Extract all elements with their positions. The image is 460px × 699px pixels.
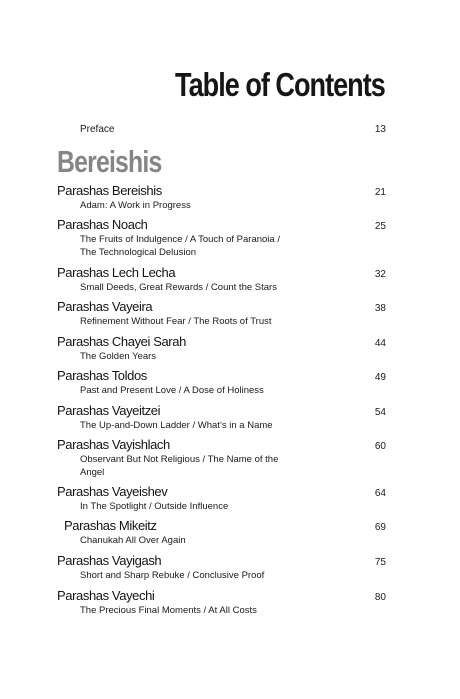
entry-page-number: 80 xyxy=(374,592,386,603)
entry-page-number: 25 xyxy=(374,221,386,232)
entry-title: Parashas Mikeitz xyxy=(64,518,157,533)
entry-chapters: The Fruits of Indulgence / A Touch of Paranoia / The Technological Delusion xyxy=(80,234,280,258)
entry-chapters: Past and Present Love / A Dose of Holiness xyxy=(80,385,264,396)
entry-title: Parashas Vayechi xyxy=(57,588,155,603)
entry-chapters: Refinement Without Fear / The Roots of Trust xyxy=(80,316,272,327)
toc-entry[interactable] xyxy=(57,518,386,547)
entry-chapters: Chanukah All Over Again xyxy=(80,535,186,546)
entry-chapters: The Golden Years xyxy=(80,351,157,362)
entry-page-number: 75 xyxy=(374,557,386,568)
entry-chapters: Short and Sharp Rebuke / Conclusive Proof xyxy=(80,570,265,581)
entry-page-number: 54 xyxy=(374,407,386,418)
entry-title: Parashas Noach xyxy=(57,217,148,232)
entry-page-number: 60 xyxy=(374,441,386,452)
toc-entry[interactable] xyxy=(57,484,386,513)
toc-entry[interactable] xyxy=(57,217,386,259)
entry-title: Parashas Vayigash xyxy=(57,553,162,568)
toc-entry[interactable] xyxy=(57,368,386,397)
toc-entry[interactable] xyxy=(57,265,386,294)
entry-title: Parashas Vayishlach xyxy=(57,437,170,452)
toc-entry[interactable] xyxy=(57,553,386,582)
entry-title: Parashas Toldos xyxy=(57,368,147,383)
toc-entry[interactable] xyxy=(57,588,386,617)
entry-chapters: Small Deeds, Great Rewards / Count the Stars xyxy=(80,282,277,293)
entry-page-number: 49 xyxy=(374,372,386,383)
toc-entry[interactable] xyxy=(57,299,386,328)
entry-page-number: 32 xyxy=(374,269,386,280)
entry-chapters: In The Spotlight / Outside Influence xyxy=(80,501,229,512)
entry-title: Parashas Lech Lecha xyxy=(57,265,176,280)
toc-entry[interactable] xyxy=(57,183,386,212)
entry-page-number: 64 xyxy=(374,488,386,499)
section-heading: Bereishis xyxy=(57,144,162,179)
entry-title: Parashas Vayeishev xyxy=(57,484,168,499)
entry-page-number: 38 xyxy=(374,303,386,314)
entry-page-number: 69 xyxy=(374,522,386,533)
preface-page-number: 13 xyxy=(374,124,386,135)
entry-chapters: Observant But Not Religious / The Name of the Angel xyxy=(80,454,279,478)
toc-entry[interactable] xyxy=(57,437,386,479)
toc-entry-preface[interactable] xyxy=(80,124,386,135)
entry-page-number: 44 xyxy=(374,338,386,349)
entry-page-number: 21 xyxy=(374,187,386,198)
entry-title: Parashas Bereishis xyxy=(57,183,162,198)
entry-chapters: Adam: A Work in Progress xyxy=(80,200,191,211)
entry-chapters: The Up-and-Down Ladder / What’s in a Name xyxy=(80,420,273,431)
entry-title: Parashas Chayei Sarah xyxy=(57,334,186,349)
entry-chapters: The Precious Final Moments / At All Costs xyxy=(80,605,257,616)
toc-entry[interactable] xyxy=(57,334,386,363)
toc-entry[interactable] xyxy=(57,403,386,432)
entry-title: Parashas Vayeira xyxy=(57,299,153,314)
preface-label: Preface xyxy=(80,124,115,135)
entry-title: Parashas Vayeitzei xyxy=(57,403,161,418)
page-title: Table of Contents xyxy=(175,66,385,103)
